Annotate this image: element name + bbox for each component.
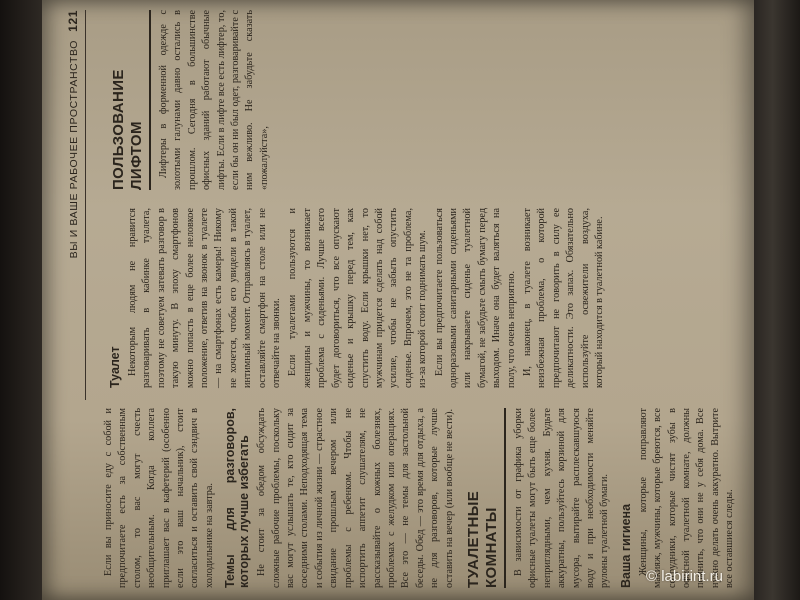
section-heading-toilet: Туалет (108, 346, 122, 388)
section-heading-topics: Темы для разговоров, которых лучше избегать (223, 408, 252, 588)
paragraph: В зависимости от графика уборки офисные туалеты могут быть еще более неприглядными, чем кухня. Будьте аккуратны, пользуйтесь корзиной для мусора, вытирайте расплескавшуюся воду и при необходимости меняйте рулоны туалетной бумаги. (512, 408, 611, 588)
book-spine-shadow (0, 0, 42, 600)
paragraph: Если вы приносите еду с собой и предпочитаете есть за собственным столом, то вас могут счесть необщительным. Когда коллега приглашает вас в кафетерий (особенно если это ваш начальник), стоит согласиться и оставить свой сэндвич в холодильнике на завтра. (103, 408, 215, 588)
chapter-heading-toilets: ТУАЛЕТНЫЕ КОМНАТЫ (465, 408, 506, 588)
section-heading-hygiene: Ваша гигиена (618, 503, 633, 588)
chapter-heading-elevator: ПОЛЬЗОВАНИЕ ЛИФТОМ (110, 10, 151, 190)
paragraph: Не стоит за обедом обсуждать сложные рабочие проблемы, поскольку вас могут услышать те, кто сидит за соседними столами. Неподходящая тема и события из личной жизни — страстное свидание прошлым вечером или проблемы с ребенком. Чтобы не испортить аппетит слушателям, не рассказывайте о кожных болезнях, проблемах с желудком или операциях. Все это — не темы для застольной беседы. Обед — это время для отдыха, а не для разговоров, которые лучше оставить на вечер (или вообще не вести). (256, 408, 455, 588)
text-column-1 (102, 408, 740, 588)
page-edge (754, 0, 800, 600)
watermark: © labirint.ru (646, 568, 723, 585)
paragraph: Если туалетами пользуются и женщины и мужчины, то возникает проблема с сиденьями. Лучше всего будет договориться, что все опускают сиденье и крышку перед тем, как спустить воду. Если крышки нет, то мужчинам придется сделать над собой усилие, чтобы не забыть опустить сиденье. Впрочем, это не та проблема, из-за которой стоит поднимать шум. (287, 208, 429, 388)
page-number: 121 (66, 10, 80, 32)
running-title: ВЫ И ВАШЕ РАБОЧЕЕ ПРОСТРАНСТВО (68, 40, 80, 259)
paragraph: Женщины, которые поправляют макияж, мужчины, которые бреются, все сотрудники, которые чистят зубы в офисной туалетной комнате, должны помнить, что они не у себя дома. Все нужно делать очень аккуратно. Вытрите все оставшиеся следы. (637, 408, 736, 588)
paragraph: Если вы предпочитаете пользоваться одноразовыми санитарными сиденьями или накрываете сиденье туалетной бумагой, не забудьте смыть бумагу перед выходом. Иначе она будет валяться на полу, что очень неприятно. (433, 208, 517, 388)
text-column-3 (102, 10, 274, 190)
running-header (60, 10, 86, 400)
paragraph: И, наконец, в туалете возникает неизбежная проблема, о которой предпочитают не говорить в силу ее деликатности. Это запах. Обязательно используйте освежители воздуха, который находится в туалетной кабине. (521, 208, 605, 388)
paragraph: Некоторым людям не нравится разговаривать в кабинке туалета, поэтому не советуем затевать разговор в такую минуту. В эпоху смартфонов можно попасть в еще более неловкое положение, ответив на звонок в туалете — на смартфонах есть камеры! Никому не хочется, чтобы его увидели в такой интимный момент. Отправляясь в туалет, оставляйте смартфон на столе или не отвечайте на звонки. (127, 208, 283, 388)
rotated-page-content (42, 0, 754, 600)
text-column-2 (102, 208, 609, 388)
paragraph: Лифтеры в форменной одежде с золотыми галунами давно остались в прошлом. Сегодня в большинстве офисных зданий работают обычные лифты. Если в лифте все есть лифтер, то, если бы он ни был одет, разговаривайте с ним вежливо. Не забудьте сказать «пожалуйста», (158, 10, 270, 190)
